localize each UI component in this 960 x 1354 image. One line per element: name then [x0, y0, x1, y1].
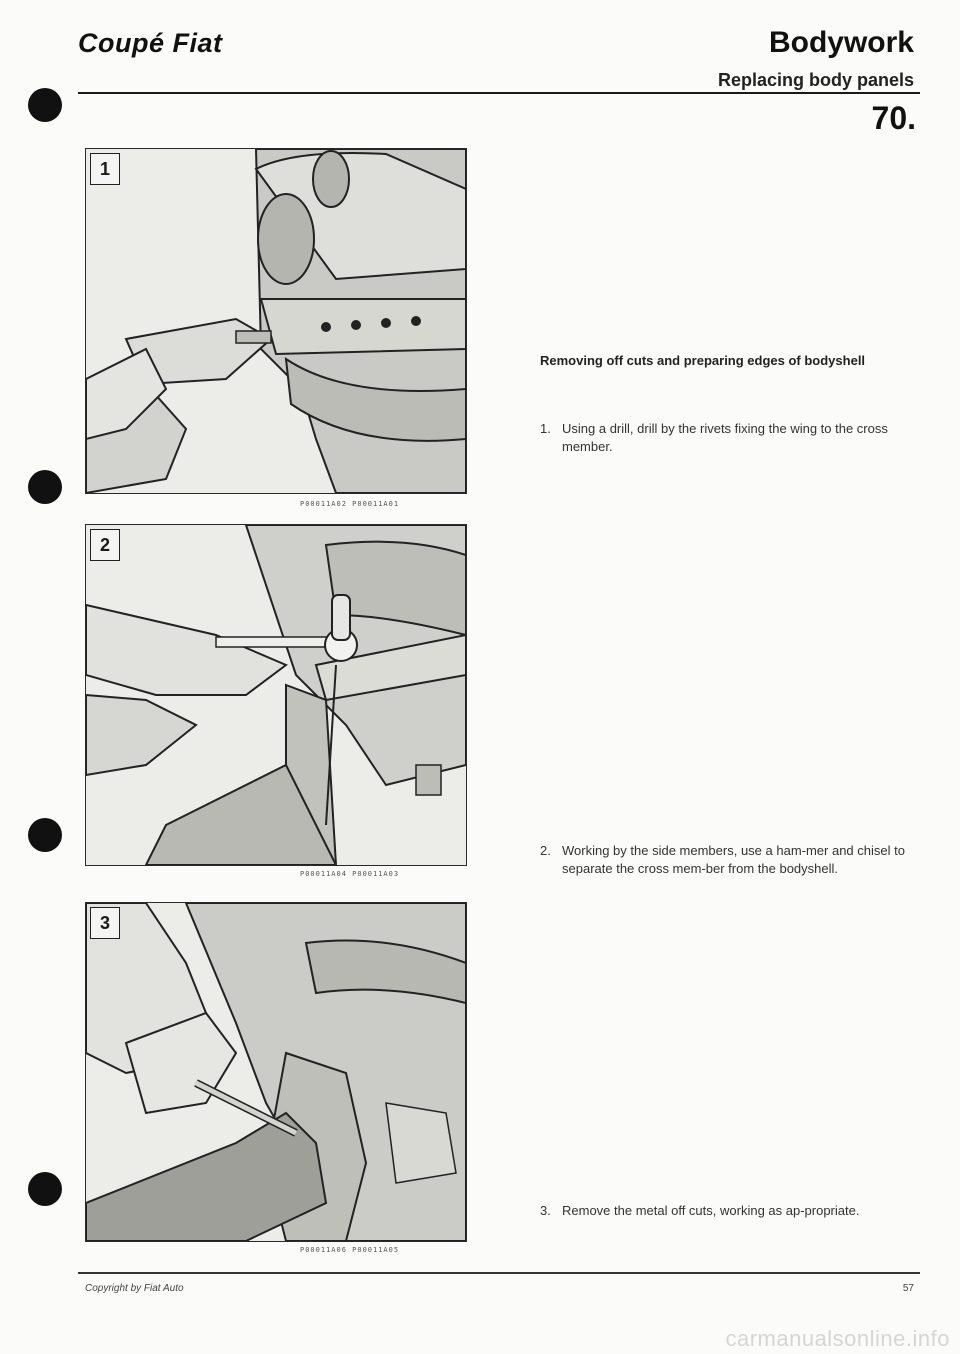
offcut-illustration	[86, 903, 466, 1241]
subsection-title: Replacing body panels	[717, 70, 914, 90]
binder-hole	[28, 818, 62, 852]
chisel-illustration	[86, 525, 466, 865]
step-1	[540, 420, 920, 456]
figure-number: 1	[90, 153, 120, 185]
step-number: 2.	[540, 843, 551, 858]
figure-code: P00011A04 P00011A03	[300, 870, 400, 878]
figure-code: P00011A02 P00011A01	[300, 500, 400, 508]
section-title: Bodywork	[768, 26, 914, 59]
figure-1-drilling-rivets	[85, 148, 467, 494]
figure-3-removing-off-cuts	[85, 902, 467, 1242]
step-number: 1.	[540, 421, 551, 436]
figure-2-hammer-chisel	[85, 524, 467, 866]
folio-number: 57	[902, 1283, 914, 1294]
page-number: 70.	[871, 100, 916, 136]
brand-title: Coupé Fiat	[78, 28, 223, 58]
header-rule	[78, 92, 920, 94]
binder-hole	[28, 1172, 62, 1206]
step-text: Remove the metal off cuts, working as ap-propriate.	[562, 1203, 860, 1218]
watermark: carmanualsonline.info	[725, 1326, 950, 1351]
drill-illustration	[86, 149, 466, 493]
figure-number: 3	[90, 907, 120, 939]
figure-code: P00011A06 P00011A05	[300, 1246, 400, 1254]
copyright-note: Copyright by Fiat Auto	[85, 1283, 184, 1294]
step-text: Working by the side members, use a ham-mer and chisel to separate the cross mem-ber from the bodyshell.	[562, 843, 905, 876]
step-number: 3.	[540, 1203, 551, 1218]
step-2	[540, 842, 920, 878]
procedure-heading: Removing off cuts and preparing edges of bodyshell	[540, 353, 866, 368]
figure-number: 2	[90, 529, 120, 561]
footer-rule	[78, 1272, 920, 1274]
step-text: Using a drill, drill by the rivets fixing the wing to the cross member.	[562, 421, 888, 454]
binder-hole	[28, 88, 62, 122]
step-3	[540, 1202, 920, 1220]
binder-hole	[28, 470, 62, 504]
